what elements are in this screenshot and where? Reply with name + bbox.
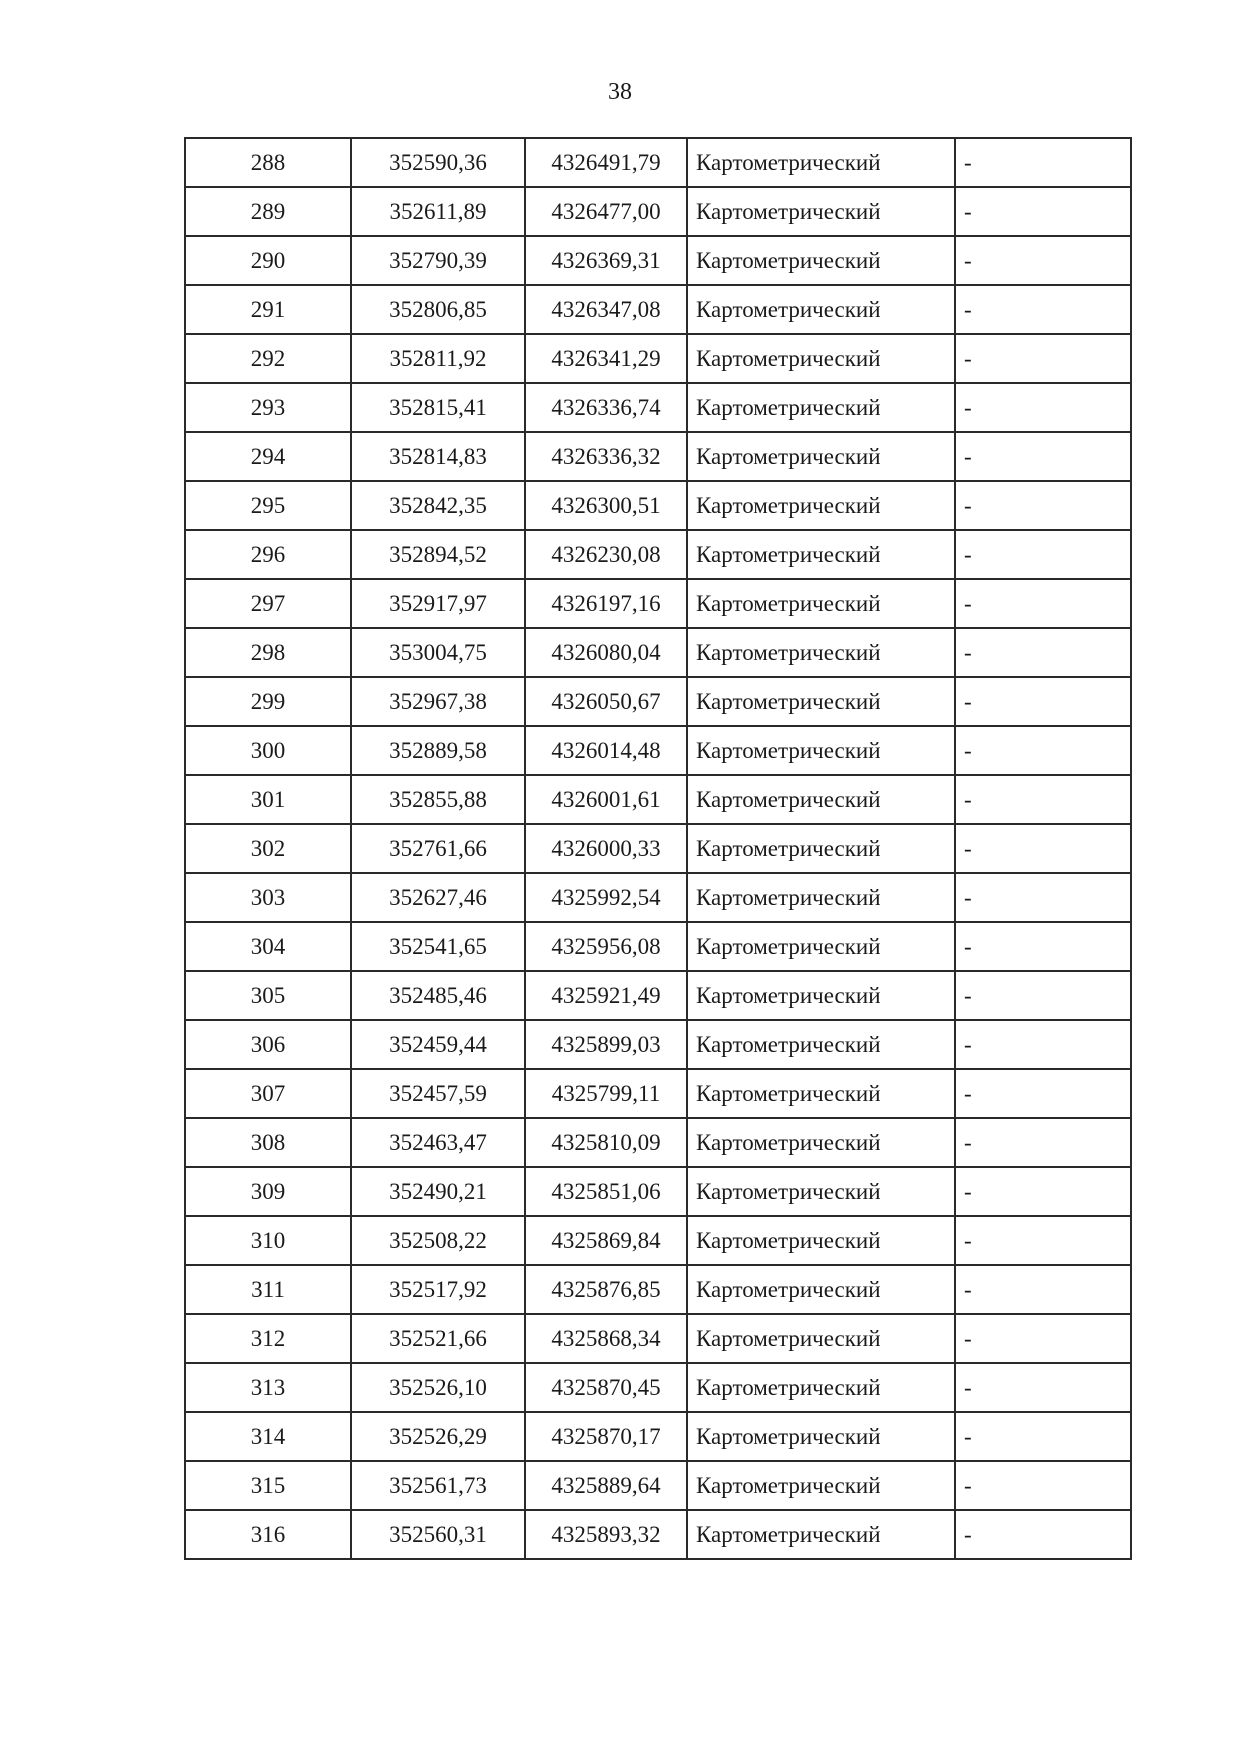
note-cell: -	[955, 1510, 1131, 1559]
note-cell: -	[955, 873, 1131, 922]
y-coordinate-cell: 4325851,06	[525, 1167, 687, 1216]
method-cell: Картометрический	[687, 187, 955, 236]
table-row	[185, 1510, 1131, 1559]
x-coordinate-cell: 352521,66	[351, 1314, 525, 1363]
y-coordinate-cell: 4326341,29	[525, 334, 687, 383]
point-number-cell: 292	[185, 334, 351, 383]
point-number-cell: 297	[185, 579, 351, 628]
x-coordinate-cell: 352627,46	[351, 873, 525, 922]
note-cell: -	[955, 775, 1131, 824]
table-row	[185, 971, 1131, 1020]
note-cell: -	[955, 1069, 1131, 1118]
y-coordinate-cell: 4325868,34	[525, 1314, 687, 1363]
point-number-cell: 315	[185, 1461, 351, 1510]
point-number-cell: 291	[185, 285, 351, 334]
table-row	[185, 138, 1131, 187]
x-coordinate-cell: 352485,46	[351, 971, 525, 1020]
point-number-cell: 314	[185, 1412, 351, 1461]
point-number-cell: 313	[185, 1363, 351, 1412]
note-cell: -	[955, 334, 1131, 383]
y-coordinate-cell: 4325799,11	[525, 1069, 687, 1118]
table-row	[185, 432, 1131, 481]
x-coordinate-cell: 352463,47	[351, 1118, 525, 1167]
point-number-cell: 289	[185, 187, 351, 236]
table-row	[185, 677, 1131, 726]
method-cell: Картометрический	[687, 579, 955, 628]
y-coordinate-cell: 4325876,85	[525, 1265, 687, 1314]
point-number-cell: 296	[185, 530, 351, 579]
note-cell: -	[955, 1412, 1131, 1461]
table-row	[185, 1461, 1131, 1510]
table-row	[185, 579, 1131, 628]
method-cell: Картометрический	[687, 873, 955, 922]
x-coordinate-cell: 352457,59	[351, 1069, 525, 1118]
table-row	[185, 1020, 1131, 1069]
x-coordinate-cell: 352611,89	[351, 187, 525, 236]
x-coordinate-cell: 352855,88	[351, 775, 525, 824]
point-number-cell: 312	[185, 1314, 351, 1363]
x-coordinate-cell: 352811,92	[351, 334, 525, 383]
table-row	[185, 285, 1131, 334]
note-cell: -	[955, 383, 1131, 432]
y-coordinate-cell: 4326369,31	[525, 236, 687, 285]
table-row	[185, 726, 1131, 775]
y-coordinate-cell: 4326477,00	[525, 187, 687, 236]
table-row	[185, 1216, 1131, 1265]
table-row	[185, 481, 1131, 530]
x-coordinate-cell: 352889,58	[351, 726, 525, 775]
y-coordinate-cell: 4326000,33	[525, 824, 687, 873]
note-cell: -	[955, 1363, 1131, 1412]
x-coordinate-cell: 352894,52	[351, 530, 525, 579]
x-coordinate-cell: 352459,44	[351, 1020, 525, 1069]
method-cell: Картометрический	[687, 922, 955, 971]
note-cell: -	[955, 1020, 1131, 1069]
method-cell: Картометрический	[687, 383, 955, 432]
y-coordinate-cell: 4326080,04	[525, 628, 687, 677]
note-cell: -	[955, 1216, 1131, 1265]
y-coordinate-cell: 4325869,84	[525, 1216, 687, 1265]
point-number-cell: 301	[185, 775, 351, 824]
x-coordinate-cell: 352815,41	[351, 383, 525, 432]
table-row	[185, 1265, 1131, 1314]
point-number-cell: 298	[185, 628, 351, 677]
point-number-cell: 307	[185, 1069, 351, 1118]
y-coordinate-cell: 4326230,08	[525, 530, 687, 579]
note-cell: -	[955, 726, 1131, 775]
note-cell: -	[955, 824, 1131, 873]
point-number-cell: 288	[185, 138, 351, 187]
y-coordinate-cell: 4325956,08	[525, 922, 687, 971]
note-cell: -	[955, 1118, 1131, 1167]
y-coordinate-cell: 4325870,17	[525, 1412, 687, 1461]
method-cell: Картометрический	[687, 1314, 955, 1363]
note-cell: -	[955, 677, 1131, 726]
table-row	[185, 1167, 1131, 1216]
note-cell: -	[955, 971, 1131, 1020]
note-cell: -	[955, 1265, 1131, 1314]
point-number-cell: 309	[185, 1167, 351, 1216]
x-coordinate-cell: 352790,39	[351, 236, 525, 285]
point-number-cell: 299	[185, 677, 351, 726]
point-number-cell: 316	[185, 1510, 351, 1559]
x-coordinate-cell: 352508,22	[351, 1216, 525, 1265]
point-number-cell: 304	[185, 922, 351, 971]
note-cell: -	[955, 1314, 1131, 1363]
method-cell: Картометрический	[687, 1363, 955, 1412]
note-cell: -	[955, 432, 1131, 481]
table-row	[185, 775, 1131, 824]
y-coordinate-cell: 4325870,45	[525, 1363, 687, 1412]
point-number-cell: 300	[185, 726, 351, 775]
x-coordinate-cell: 352842,35	[351, 481, 525, 530]
table-row	[185, 530, 1131, 579]
y-coordinate-cell: 4325889,64	[525, 1461, 687, 1510]
y-coordinate-cell: 4326050,67	[525, 677, 687, 726]
y-coordinate-cell: 4326491,79	[525, 138, 687, 187]
point-number-cell: 308	[185, 1118, 351, 1167]
point-number-cell: 305	[185, 971, 351, 1020]
y-coordinate-cell: 4325893,32	[525, 1510, 687, 1559]
y-coordinate-cell: 4326014,48	[525, 726, 687, 775]
note-cell: -	[955, 236, 1131, 285]
x-coordinate-cell: 352526,10	[351, 1363, 525, 1412]
point-number-cell: 295	[185, 481, 351, 530]
coordinates-table	[184, 137, 1132, 1560]
method-cell: Картометрический	[687, 726, 955, 775]
table-row	[185, 922, 1131, 971]
method-cell: Картометрический	[687, 628, 955, 677]
note-cell: -	[955, 187, 1131, 236]
method-cell: Картометрический	[687, 775, 955, 824]
method-cell: Картометрический	[687, 677, 955, 726]
point-number-cell: 293	[185, 383, 351, 432]
point-number-cell: 290	[185, 236, 351, 285]
method-cell: Картометрический	[687, 1216, 955, 1265]
table-row	[185, 1363, 1131, 1412]
point-number-cell: 311	[185, 1265, 351, 1314]
note-cell: -	[955, 285, 1131, 334]
x-coordinate-cell: 352560,31	[351, 1510, 525, 1559]
page-number: 38	[608, 79, 632, 105]
table-row	[185, 873, 1131, 922]
method-cell: Картометрический	[687, 481, 955, 530]
method-cell: Картометрический	[687, 1020, 955, 1069]
x-coordinate-cell: 352917,97	[351, 579, 525, 628]
method-cell: Картометрический	[687, 1167, 955, 1216]
x-coordinate-cell: 352561,73	[351, 1461, 525, 1510]
method-cell: Картометрический	[687, 1510, 955, 1559]
note-cell: -	[955, 579, 1131, 628]
method-cell: Картометрический	[687, 432, 955, 481]
table-row	[185, 236, 1131, 285]
method-cell: Картометрический	[687, 971, 955, 1020]
method-cell: Картометрический	[687, 824, 955, 873]
method-cell: Картометрический	[687, 285, 955, 334]
method-cell: Картометрический	[687, 138, 955, 187]
x-coordinate-cell: 352967,38	[351, 677, 525, 726]
table-row	[185, 824, 1131, 873]
note-cell: -	[955, 481, 1131, 530]
method-cell: Картометрический	[687, 236, 955, 285]
y-coordinate-cell: 4326001,61	[525, 775, 687, 824]
point-number-cell: 306	[185, 1020, 351, 1069]
table-row	[185, 383, 1131, 432]
x-coordinate-cell: 353004,75	[351, 628, 525, 677]
y-coordinate-cell: 4326300,51	[525, 481, 687, 530]
table-row	[185, 334, 1131, 383]
y-coordinate-cell: 4326197,16	[525, 579, 687, 628]
method-cell: Картометрический	[687, 1412, 955, 1461]
note-cell: -	[955, 628, 1131, 677]
y-coordinate-cell: 4325899,03	[525, 1020, 687, 1069]
x-coordinate-cell: 352517,92	[351, 1265, 525, 1314]
note-cell: -	[955, 1461, 1131, 1510]
table-row	[185, 1314, 1131, 1363]
y-coordinate-cell: 4326336,74	[525, 383, 687, 432]
x-coordinate-cell: 352806,85	[351, 285, 525, 334]
coordinates-table-body	[185, 138, 1131, 1559]
table-row	[185, 628, 1131, 677]
point-number-cell: 302	[185, 824, 351, 873]
y-coordinate-cell: 4325810,09	[525, 1118, 687, 1167]
note-cell: -	[955, 530, 1131, 579]
x-coordinate-cell: 352541,65	[351, 922, 525, 971]
x-coordinate-cell: 352490,21	[351, 1167, 525, 1216]
y-coordinate-cell: 4326336,32	[525, 432, 687, 481]
note-cell: -	[955, 138, 1131, 187]
y-coordinate-cell: 4325921,49	[525, 971, 687, 1020]
note-cell: -	[955, 1167, 1131, 1216]
method-cell: Картометрический	[687, 1118, 955, 1167]
note-cell: -	[955, 922, 1131, 971]
y-coordinate-cell: 4325992,54	[525, 873, 687, 922]
method-cell: Картометрический	[687, 1265, 955, 1314]
point-number-cell: 294	[185, 432, 351, 481]
y-coordinate-cell: 4326347,08	[525, 285, 687, 334]
method-cell: Картометрический	[687, 334, 955, 383]
method-cell: Картометрический	[687, 1069, 955, 1118]
x-coordinate-cell: 352761,66	[351, 824, 525, 873]
table-row	[185, 1412, 1131, 1461]
method-cell: Картометрический	[687, 1461, 955, 1510]
x-coordinate-cell: 352526,29	[351, 1412, 525, 1461]
table-row	[185, 187, 1131, 236]
x-coordinate-cell: 352590,36	[351, 138, 525, 187]
point-number-cell: 303	[185, 873, 351, 922]
table-row	[185, 1069, 1131, 1118]
x-coordinate-cell: 352814,83	[351, 432, 525, 481]
table-row	[185, 1118, 1131, 1167]
point-number-cell: 310	[185, 1216, 351, 1265]
method-cell: Картометрический	[687, 530, 955, 579]
